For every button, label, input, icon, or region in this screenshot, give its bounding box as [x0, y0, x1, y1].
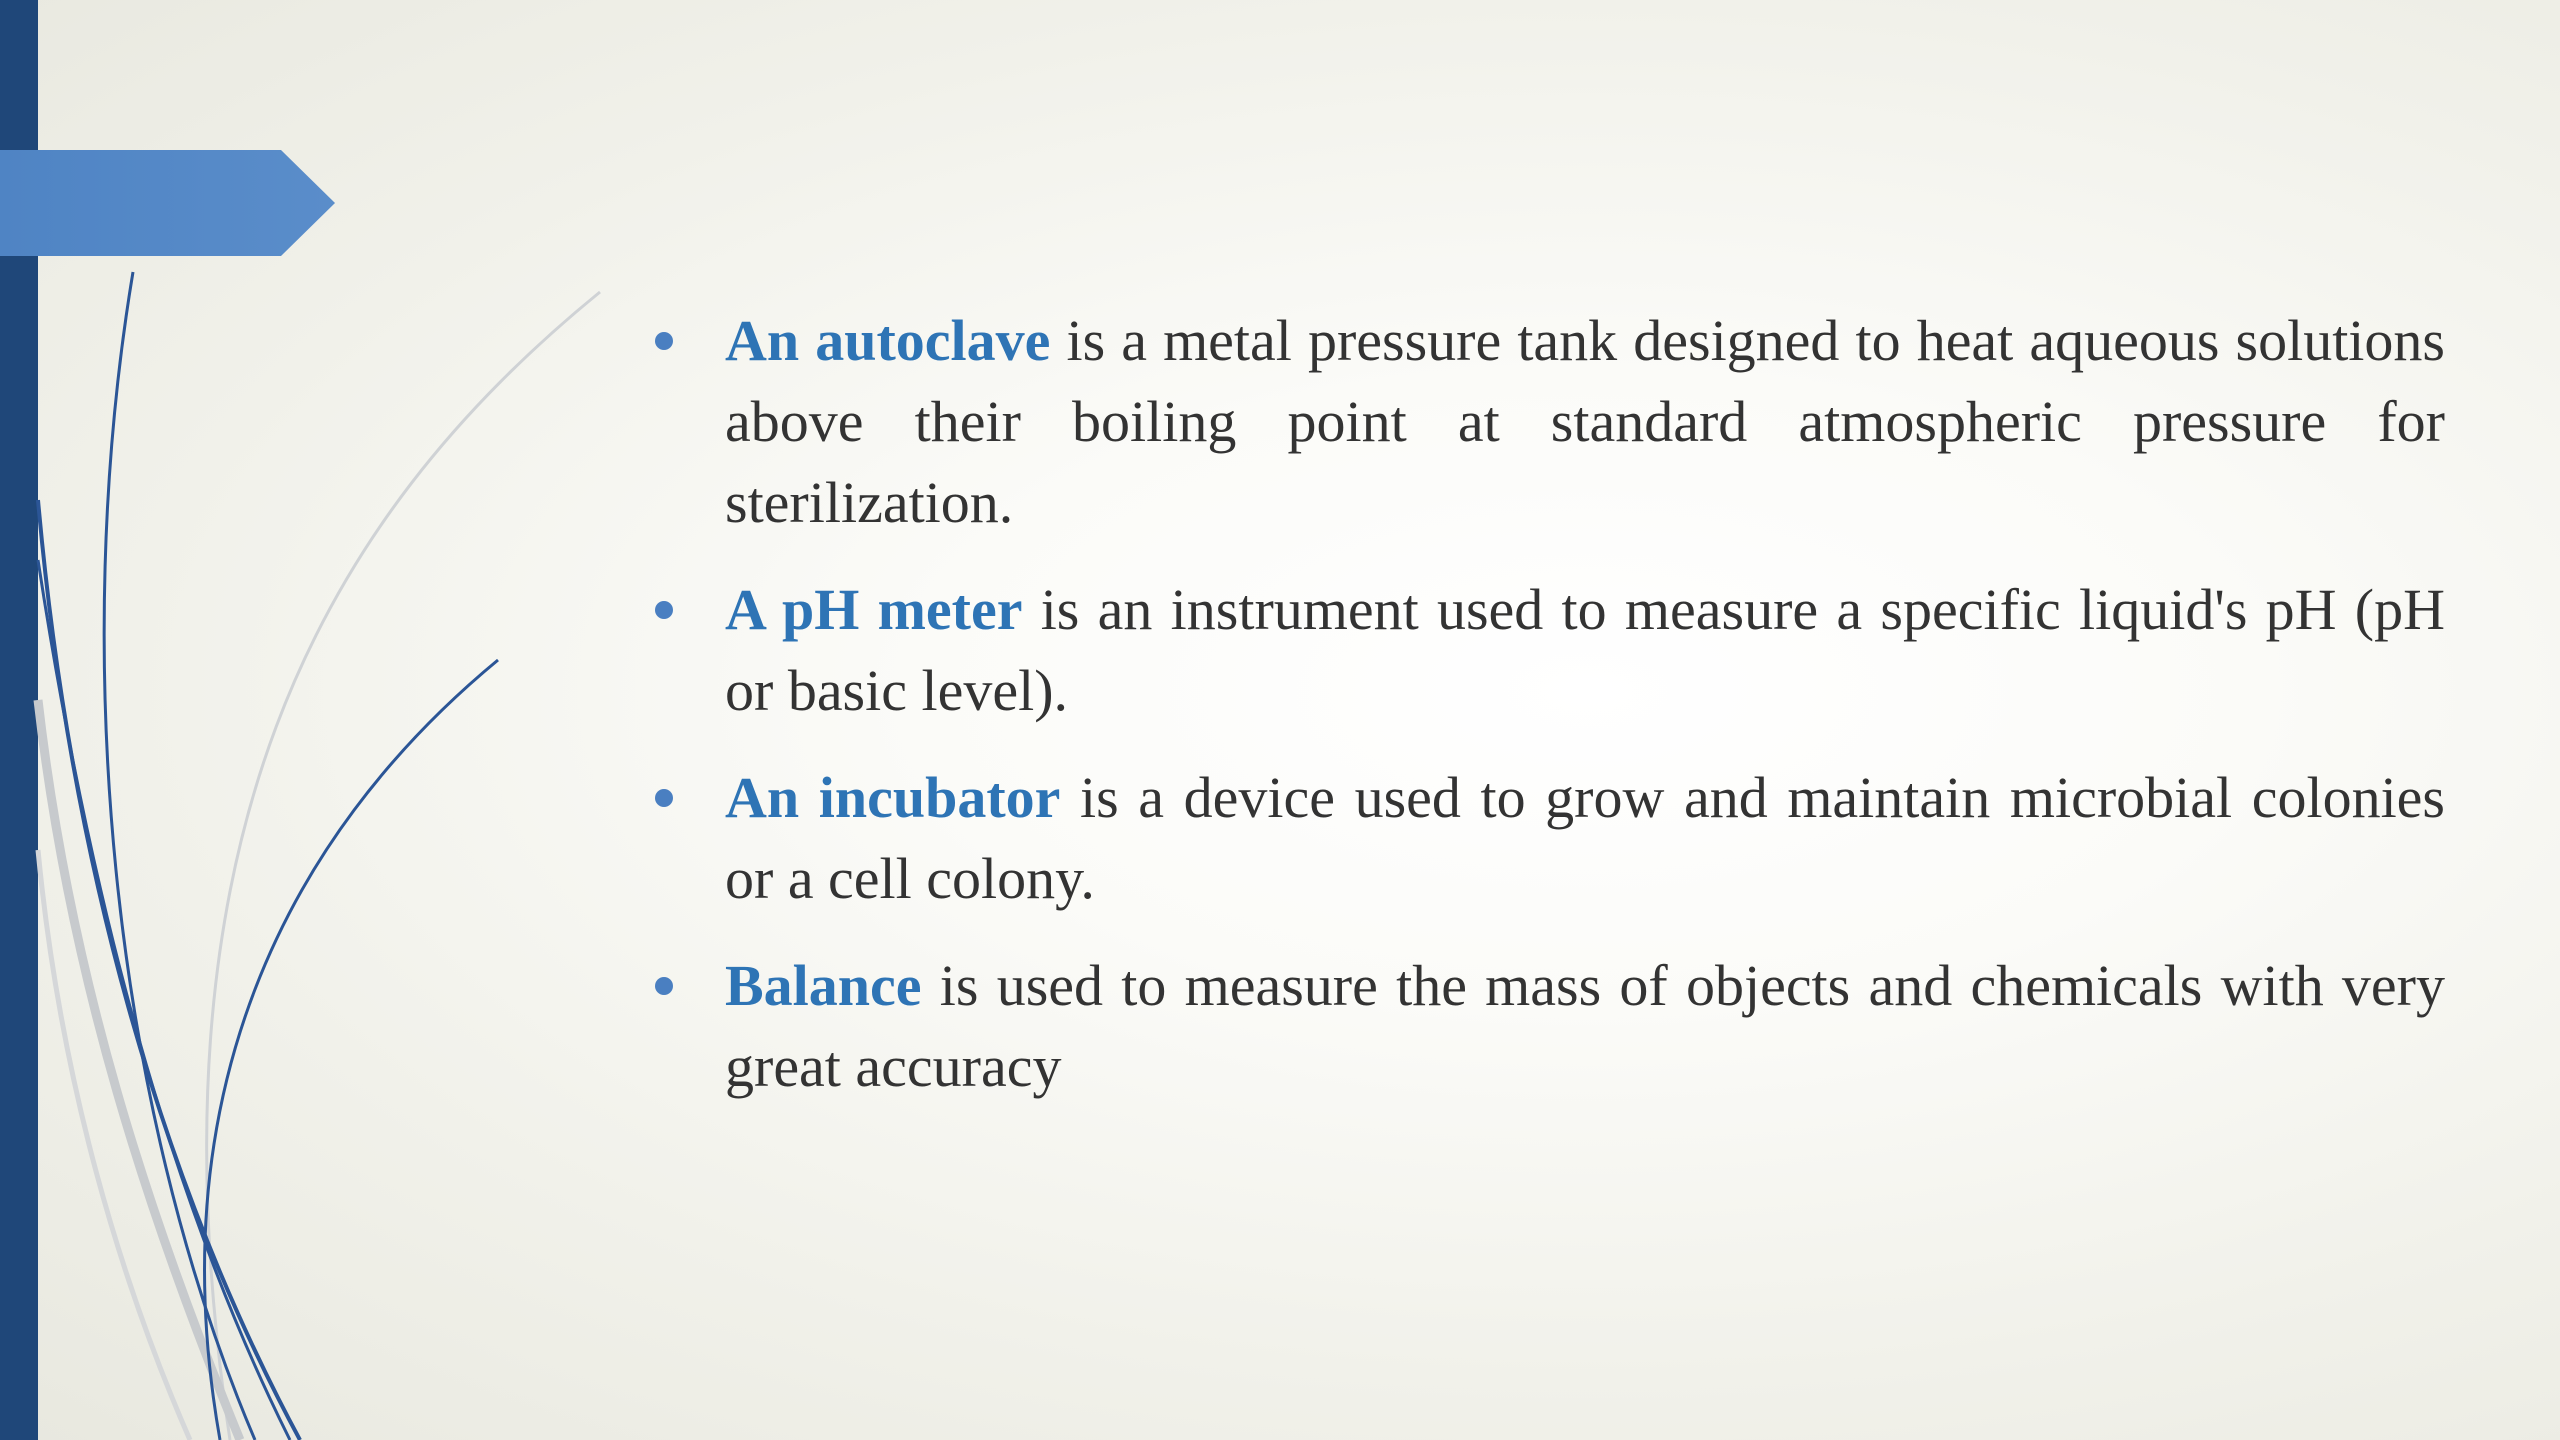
bullet-autoclave	[645, 300, 2445, 543]
bullet-incubator	[645, 757, 2445, 919]
blue-curve-2	[38, 500, 300, 1440]
definition-balance: is used to measure the mass of objects and chemicals with very great accuracy	[725, 953, 2445, 1099]
slide-content	[645, 300, 2445, 1133]
bullet-dot-icon	[655, 332, 673, 350]
definition-incubator: is a device used to grow and maintain microbial colonies or a cell colony.	[725, 765, 2445, 911]
term-autoclave: An autoclave	[725, 308, 1051, 373]
grey-curve-1	[207, 292, 600, 1440]
bullet-dot-icon	[655, 977, 673, 995]
definition-ph-meter: is an instrument used to measure a specific liquid's pH (pH or basic level).	[725, 577, 2445, 723]
term-ph-meter: A pH meter	[725, 577, 1023, 642]
grey-curve-3	[38, 850, 190, 1440]
bullet-ph-meter	[645, 569, 2445, 731]
grey-curve-2	[38, 700, 240, 1440]
blue-curve-4	[205, 660, 498, 1440]
bullet-dot-icon	[655, 601, 673, 619]
bullet-dot-icon	[655, 789, 673, 807]
arrow-tab-decoration	[0, 150, 335, 256]
definition-autoclave: is a metal pressure tank designed to heat aqueous solutions above their boiling point at standard atmospheric pressure for sterilization.	[725, 308, 2445, 535]
term-balance: Balance	[725, 953, 922, 1018]
blue-curve-3	[38, 560, 290, 1440]
blue-curve-1	[104, 272, 255, 1440]
bullet-balance	[645, 945, 2445, 1107]
term-incubator: An incubator	[725, 765, 1061, 830]
